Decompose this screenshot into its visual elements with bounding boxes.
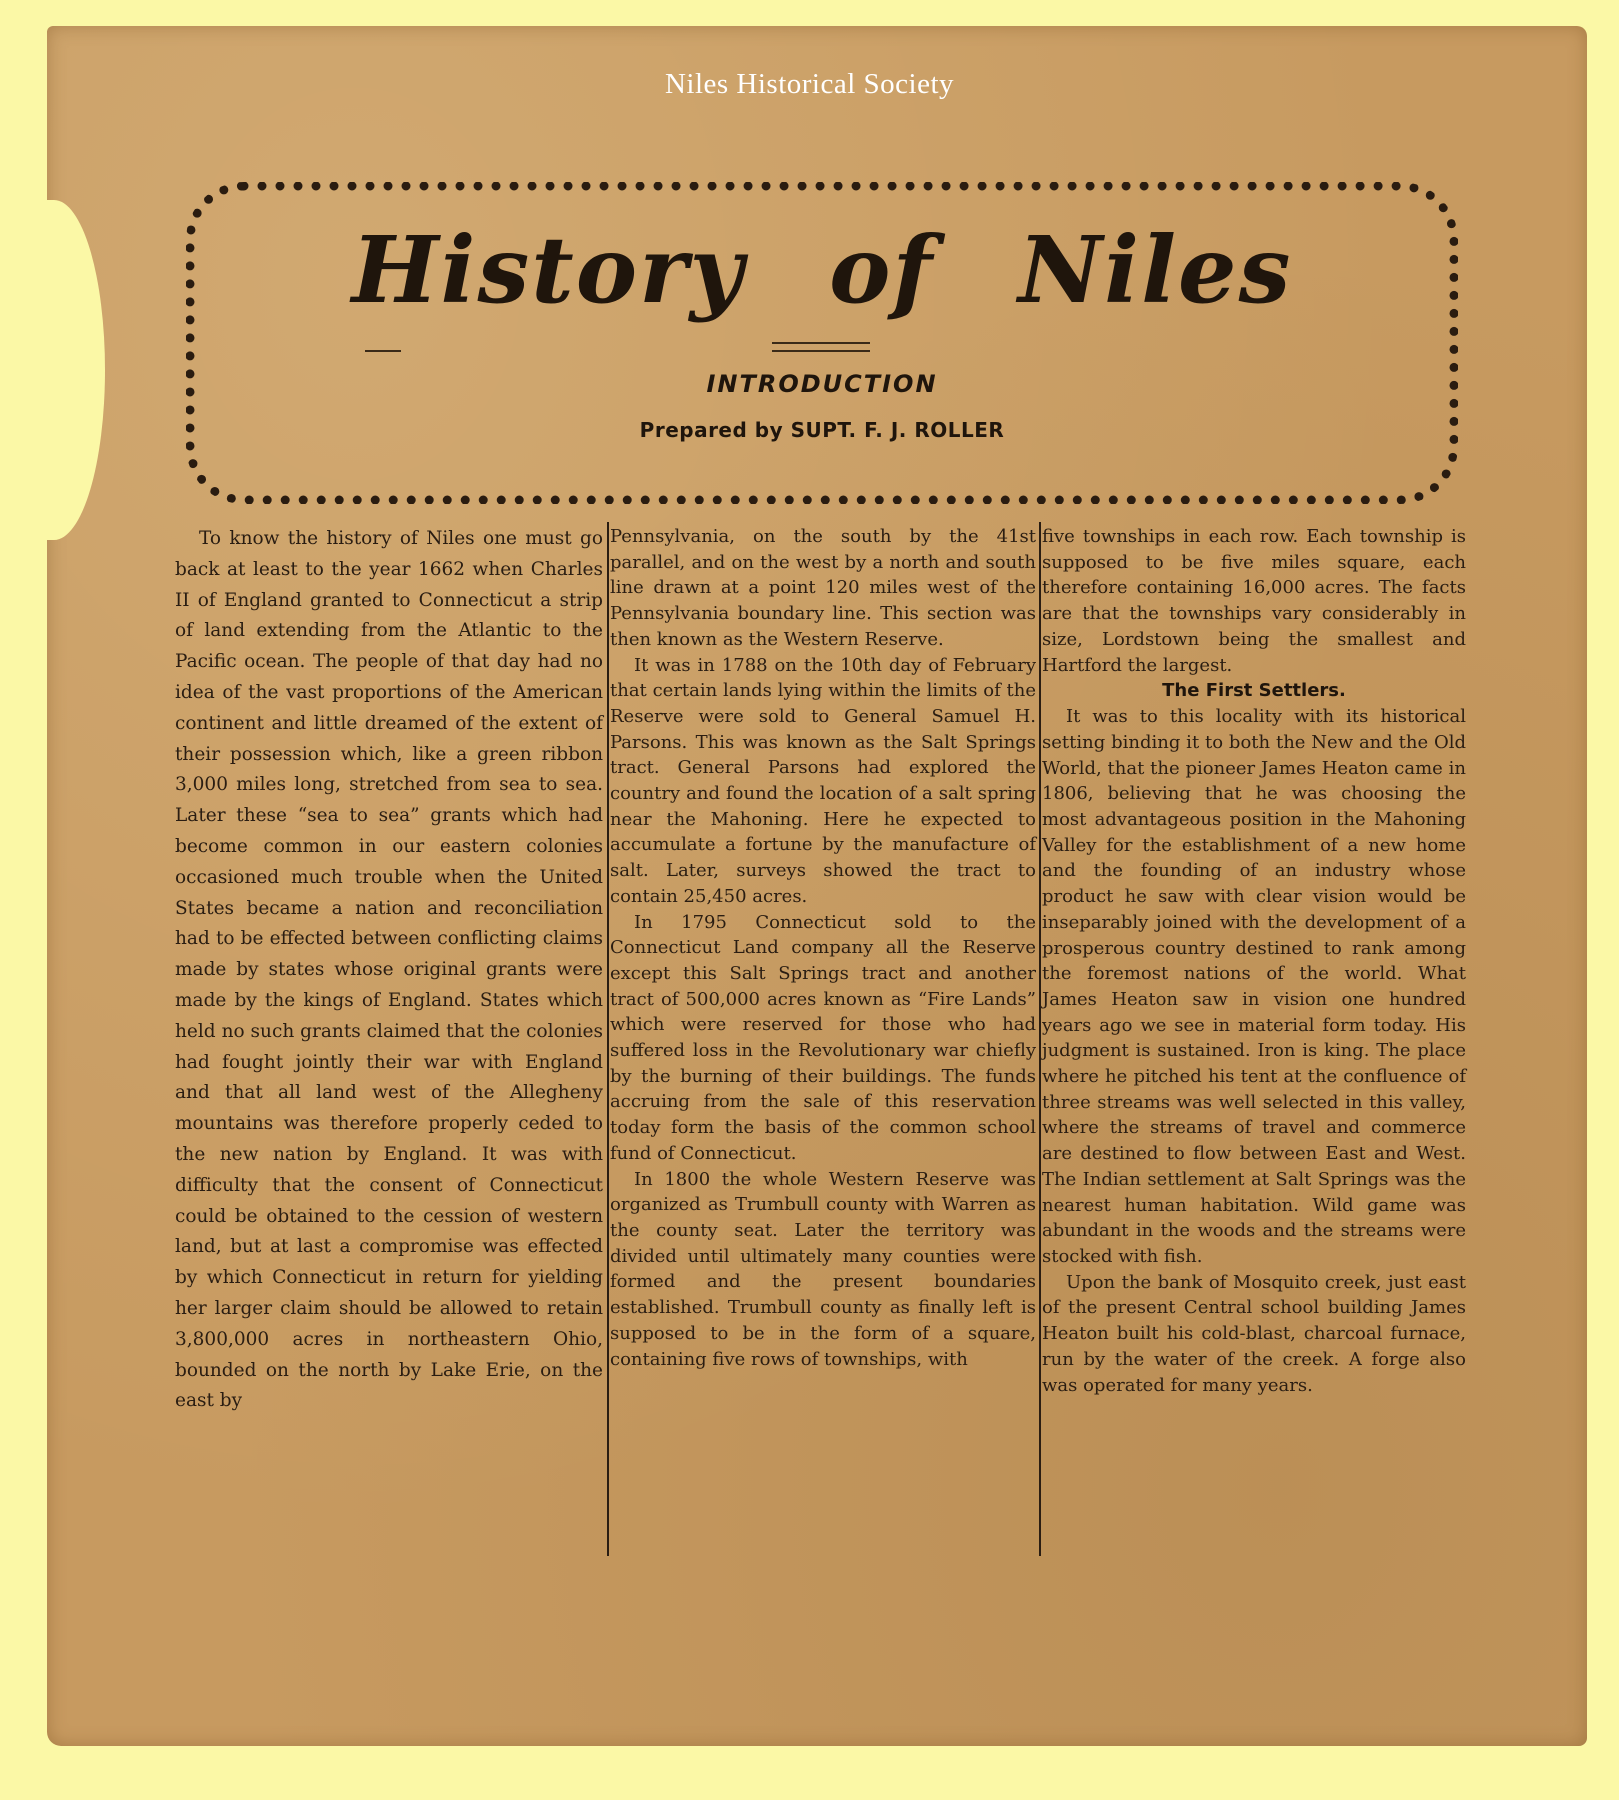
paragraph: It was in 1788 on the 10th day of February that certain lands lying within the limits of the Reserve were sold to General Samuel H. Parsons. This was known as the Salt Springs tract. General Parsons had explored the country and found the location of a salt spring near the Mahoning. Here he expected to accumulate a fortune by the manufacture of salt. Later, surveys showed the tract to contain 25,450 acres. (610, 654, 1036, 907)
paragraph: Pennsylvania, on the south by the 41st parallel, and on the west by a north and south line drawn at a point 120 miles west of the Pennsylvania boundary line. This section was then known as the Western Reserve. (610, 526, 1036, 650)
paragraph: To know the history of Niles one must go back at least to the year 1662 when Charles II of England granted to Connecticut a strip of land extending from the Atlantic to the Pacific ocean. The people of that day had no idea of the vast proportions of the American continent and little dreamed of the extent of their possession which, like a green ribbon 3,000 miles long, stretched from sea to sea. Later these “sea to sea” grants which had become common in our eastern colonies occasioned much trouble when the United States became a nation and reconciliation had to be effected between conflicting claims made by states whose original grants were made by the kings of England. States which held no such grants claimed that the colonies had fought jointly their war with England and that all land west of the Allegheny mountains was therefore properly ceded to the new nation by England. It was with difficulty that the consent of Connecticut could be obtained to the cession of western land, but at last a compromise was effected by which Connecticut in return for yielding her larger claim should be allowed to retain 3,800,000 acres in northeastern Ohio, bounded on the north by Lake Erie, on the east by (175, 528, 603, 1412)
watermark: Niles Historical Society (664, 68, 955, 100)
title-divider (772, 342, 870, 352)
section-subtitle: INTRODUCTION (706, 370, 938, 398)
article-column-1 (175, 524, 603, 1417)
section-heading: The First Settlers. (1162, 680, 1346, 702)
column-rule (1039, 522, 1041, 1556)
paragraph: five townships in each row. Each township is supposed to be five miles square, each therefore containing 16,000 acres. The facts are that the townships vary considerably in size, Lordstown being the smallest and Hartford the largest. (1042, 526, 1466, 676)
page-title: History of Niles (351, 216, 1293, 324)
column-rule (607, 522, 609, 1556)
paragraph: It was to this locality with its historical setting binding it to both the New and the Old World, that the pioneer James Heaton came in 1806, believing that he was choosing the most advantageous position in the Mahoning Valley for the establishment of a new home and the founding of an industry whose product he saw with clear vision would be inseparably joined with the development of a prosperous country destined to rank among the foremost nations of the world. What James Heaton saw in vision one hundred years ago we see in material form today. His judgment is sustained. Iron is king. The place where he pitched his tent at the confluence of three streams was well selected in this valley, where the streams of travel and commerce are destined to flow between East and West. The Indian settlement at Salt Springs was the nearest human habitation. Wild game was abundant in the woods and the streams were stocked with fish. (1042, 706, 1466, 1267)
author-byline: Prepared by SUPT. F. J. ROLLER (639, 418, 1005, 442)
paragraph: Upon the bank of Mosquito creek, just east of the present Central school building James Heaton built his cold-blast, charcoal furnace, run by the water of the creek. A forge also was operated for many years. (1042, 1271, 1466, 1396)
paragraph: In 1795 Connecticut sold to the Connecticut Land company all the Reserve except this Salt Springs tract and another tract of 500,000 acres known as “Fire Lands” which were reserved for those who had suffered loss in the Revolutionary war chiefly by the burning of their buildings. The funds accruing from the sale of this reservation today form the basis of the common school fund of Connecticut. (610, 911, 1036, 1164)
article-column-3 (1042, 524, 1466, 1398)
paragraph: In 1800 the whole Western Reserve was organized as Trumbull county with Warren as the county seat. Later the territory was divided until ultimately many counties were formed and the present boundaries established. Trumbull county as finally left is supposed to be in the form of a square, containing five rows of townships, with (610, 1168, 1036, 1370)
article-column-2 (610, 524, 1036, 1372)
divider-dash (365, 350, 401, 352)
